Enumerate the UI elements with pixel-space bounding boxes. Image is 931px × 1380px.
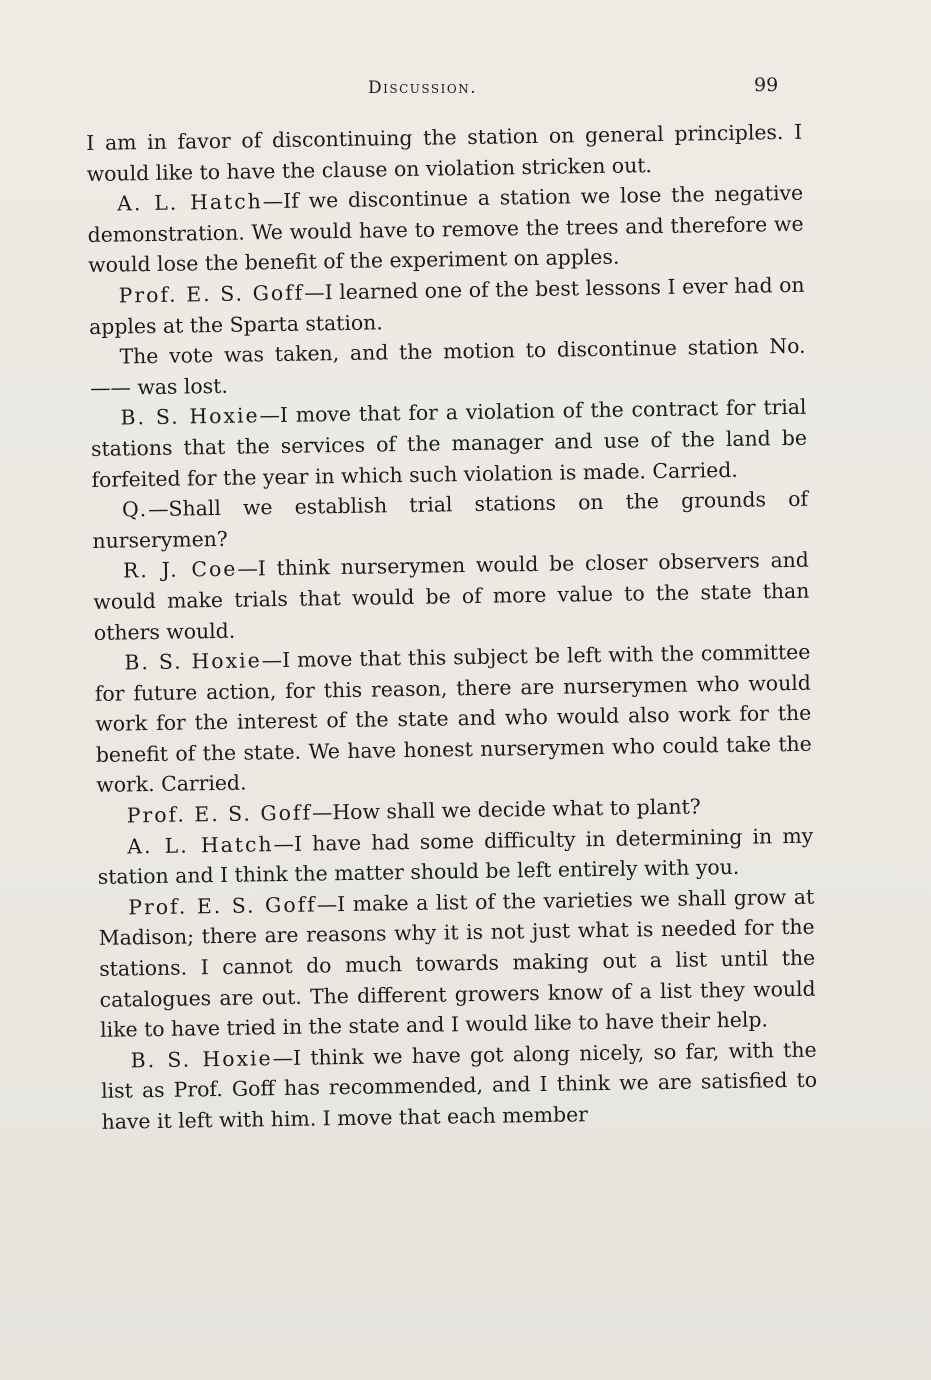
page-number: 99 (754, 74, 779, 96)
page-header (0, 74, 931, 104)
running-title: Discussion. (368, 78, 478, 98)
paragraph (87, 178, 804, 281)
paragraph-text: —I think nurserymen would be closer observers and would make trials that would be of more value to the state than others would. (93, 548, 810, 645)
speaker: A. L. Hatch (117, 189, 264, 216)
paragraph-text: The vote was taken, and the motion to discontinue station No. —— was lost. (89, 333, 806, 400)
speaker: A. L. Hatch (127, 831, 274, 859)
speaker: B. S. Hoxie (120, 403, 260, 430)
paragraph-text: —I make a list of the varieties we shall grow at Madison; there are reasons why it is not just what is needed for the stations. I cannot do much towards making out a list until the catalogues are out. The different growers know of a list they would like to have tried in the state and I would like to have their help. (98, 884, 816, 1043)
paragraph (90, 392, 807, 495)
speaker: Prof. E. S. Goff (118, 280, 305, 308)
paragraph-text: —If we discontinue a station we lose the negative demonstration. We would have to remove the trees and therefore we would lose the benefit of the experiment on apples. (87, 180, 804, 278)
speaker: Prof. E. S. Goff (126, 800, 313, 828)
body-text (86, 117, 818, 1138)
paragraph-text: —How shall we decide what to plant? (311, 794, 701, 825)
paragraph-text: I am in favor of discontinuing the station on general principles. I would like to have the clause on violation stricken out. (86, 119, 803, 186)
speaker: B. S. Hoxie (124, 648, 262, 675)
paragraph (98, 882, 816, 1046)
paragraph-text: —I move that this subject be left with the committee for future action, for this reason, there are nurserymen who would work for the interest of the state and who would also work for the benefit of the state. We have honest nurserymen who could take the work. Carried. (94, 639, 812, 798)
paragraph (97, 820, 814, 892)
paragraph-text: —I think we have got along nicely, so far, with the list as Prof. Goff has recommended, and I think we are satisfied to have it left with him. I move that each member (100, 1037, 818, 1134)
paragraph (100, 1034, 817, 1137)
speaker: Q. (121, 497, 149, 522)
paragraph (93, 545, 810, 648)
speaker: B. S. Hoxie (130, 1045, 273, 1073)
paragraph (92, 484, 809, 556)
speaker: R. J. Coe (122, 556, 238, 583)
speaker: Prof. E. S. Goff (128, 892, 317, 920)
paragraph (94, 637, 812, 801)
paragraph-text: —I move that for a violation of the contract for trial stations that the services of the manager and use of the land be forfeited for the year in which such violation is made. Carried. (90, 395, 808, 492)
paragraph (89, 331, 806, 403)
paragraph (86, 117, 803, 189)
paragraph-text: —I have had some difficulty in determining in my station and I think the matter should be left entirely with you. (97, 823, 814, 890)
paragraph-text: —I learned one of the best lessons I ever had on apples at the Sparta station. (88, 272, 805, 339)
paragraph (88, 270, 805, 342)
paragraph-text: —Shall we establish trial stations on the grounds of nurserymen? (92, 486, 809, 553)
